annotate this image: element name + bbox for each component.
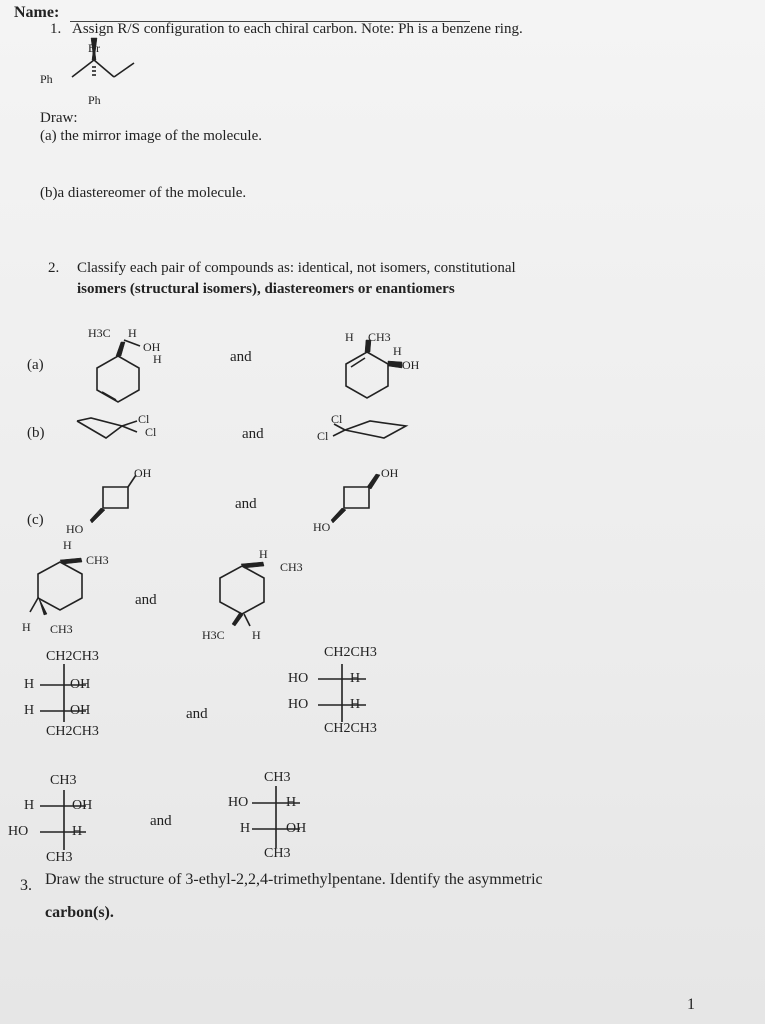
q2b-right-cl1: Cl	[331, 412, 343, 426]
q2d-left-ch3-top: CH3	[86, 553, 109, 567]
q2b-label: (b)	[27, 425, 45, 441]
q2e-right-r1r: H	[350, 671, 361, 686]
q2e-left-r2l: H	[24, 703, 35, 718]
q2f-right-r2l: H	[240, 821, 251, 836]
q1-part-a: (a) the mirror image of the molecule.	[40, 128, 262, 144]
q2a-right-h2: H	[393, 344, 402, 358]
q2d-left-h-top: H	[63, 538, 72, 552]
q2e-right-bottom: CH2CH3	[324, 721, 377, 736]
q2f-and: and	[150, 813, 172, 829]
name-label: Name:	[14, 4, 60, 21]
q2a-left-h3c: H3C	[88, 326, 111, 340]
q2e-right-r2r: H	[350, 697, 361, 712]
q2f-right-r1r: H	[286, 795, 297, 810]
q2d-right-ch3-top: CH3	[280, 560, 303, 574]
q2e-right-r1l: HO	[288, 671, 309, 686]
q2a-right-oh: OH	[402, 358, 420, 372]
q2c-and: and	[235, 496, 257, 512]
q2e-left-r2r: OH	[70, 703, 91, 718]
q1-br-label: Br	[88, 41, 100, 55]
q2e-left-bottom: CH2CH3	[46, 724, 99, 739]
q2f-left-r2r: H	[72, 824, 83, 839]
q2b-right-cl2: Cl	[317, 429, 329, 443]
q2e-left-r1r: OH	[70, 677, 91, 692]
q2d-right-h-bot: H	[252, 628, 261, 642]
q2c-left-oh: OH	[134, 466, 152, 480]
q2d-and: and	[135, 592, 157, 608]
q2f-right-r2r: OH	[286, 821, 307, 836]
q3-line1: Draw the structure of 3-ethyl-2,2,4-trimethylpentane. Identify the asymmetric	[45, 871, 543, 888]
q2-number: 2.	[48, 260, 60, 276]
q2e-and: and	[186, 706, 208, 722]
q2e-right-top: CH2CH3	[324, 645, 377, 660]
q2a-right-ch3: CH3	[368, 330, 391, 344]
q1-ph-left-label: Ph	[40, 72, 53, 86]
q2-line1: Classify each pair of compounds as: identical, not isomers, constitutional	[77, 260, 516, 276]
q2f-left-bottom: CH3	[46, 850, 73, 865]
q2e-right-r2l: HO	[288, 697, 309, 712]
q2c-left-ho: HO	[66, 522, 84, 536]
q2f-right-top: CH3	[264, 770, 291, 785]
q1-ph-bottom-label: Ph	[88, 93, 101, 107]
q2d-left-h-bot: H	[22, 620, 31, 634]
q2a-left-oh: OH	[143, 340, 161, 354]
q2c-right-ho: HO	[313, 520, 331, 534]
q2f-left-r1l: H	[24, 798, 35, 813]
q2f-left-r2l: HO	[8, 824, 29, 839]
page-number: 1	[687, 996, 695, 1013]
q2f-right-r1l: HO	[228, 795, 249, 810]
q2f-left-top: CH3	[50, 773, 77, 788]
q3-line2: carbon(s).	[45, 904, 114, 921]
q2f-left-r1r: OH	[72, 798, 93, 813]
q2d-right-h3c-bot: H3C	[202, 628, 225, 642]
q2-line2: isomers (structural isomers), diastereomers or enantiomers	[77, 281, 455, 297]
q2d-right-h-top: H	[259, 547, 268, 561]
q2a-right-h: H	[345, 330, 354, 344]
q2d-left-ch3-bot: CH3	[50, 622, 73, 636]
q2a-and: and	[230, 349, 252, 365]
q2c-label: (c)	[27, 512, 44, 528]
q2c-right-oh: OH	[381, 466, 399, 480]
q2e-left-top: CH2CH3	[46, 649, 99, 664]
q1-part-b: (b)a diastereomer of the molecule.	[40, 185, 247, 201]
q2f-right-bottom: CH3	[264, 846, 291, 861]
q1-number: 1.	[50, 21, 62, 37]
q1-draw-label: Draw:	[40, 110, 78, 126]
q2a-left-h2: H	[153, 352, 162, 366]
q2e-left-r1l: H	[24, 677, 35, 692]
q2b-left-cl1: Cl	[138, 412, 150, 426]
q3-number: 3.	[20, 877, 32, 894]
q2b-left-cl2: Cl	[145, 425, 157, 439]
q2a-left-h: H	[128, 326, 137, 340]
q2a-label: (a)	[27, 357, 44, 373]
q2b-and: and	[242, 426, 264, 442]
q1-text: Assign R/S configuration to each chiral carbon. Note: Ph is a benzene ring.	[72, 21, 523, 37]
